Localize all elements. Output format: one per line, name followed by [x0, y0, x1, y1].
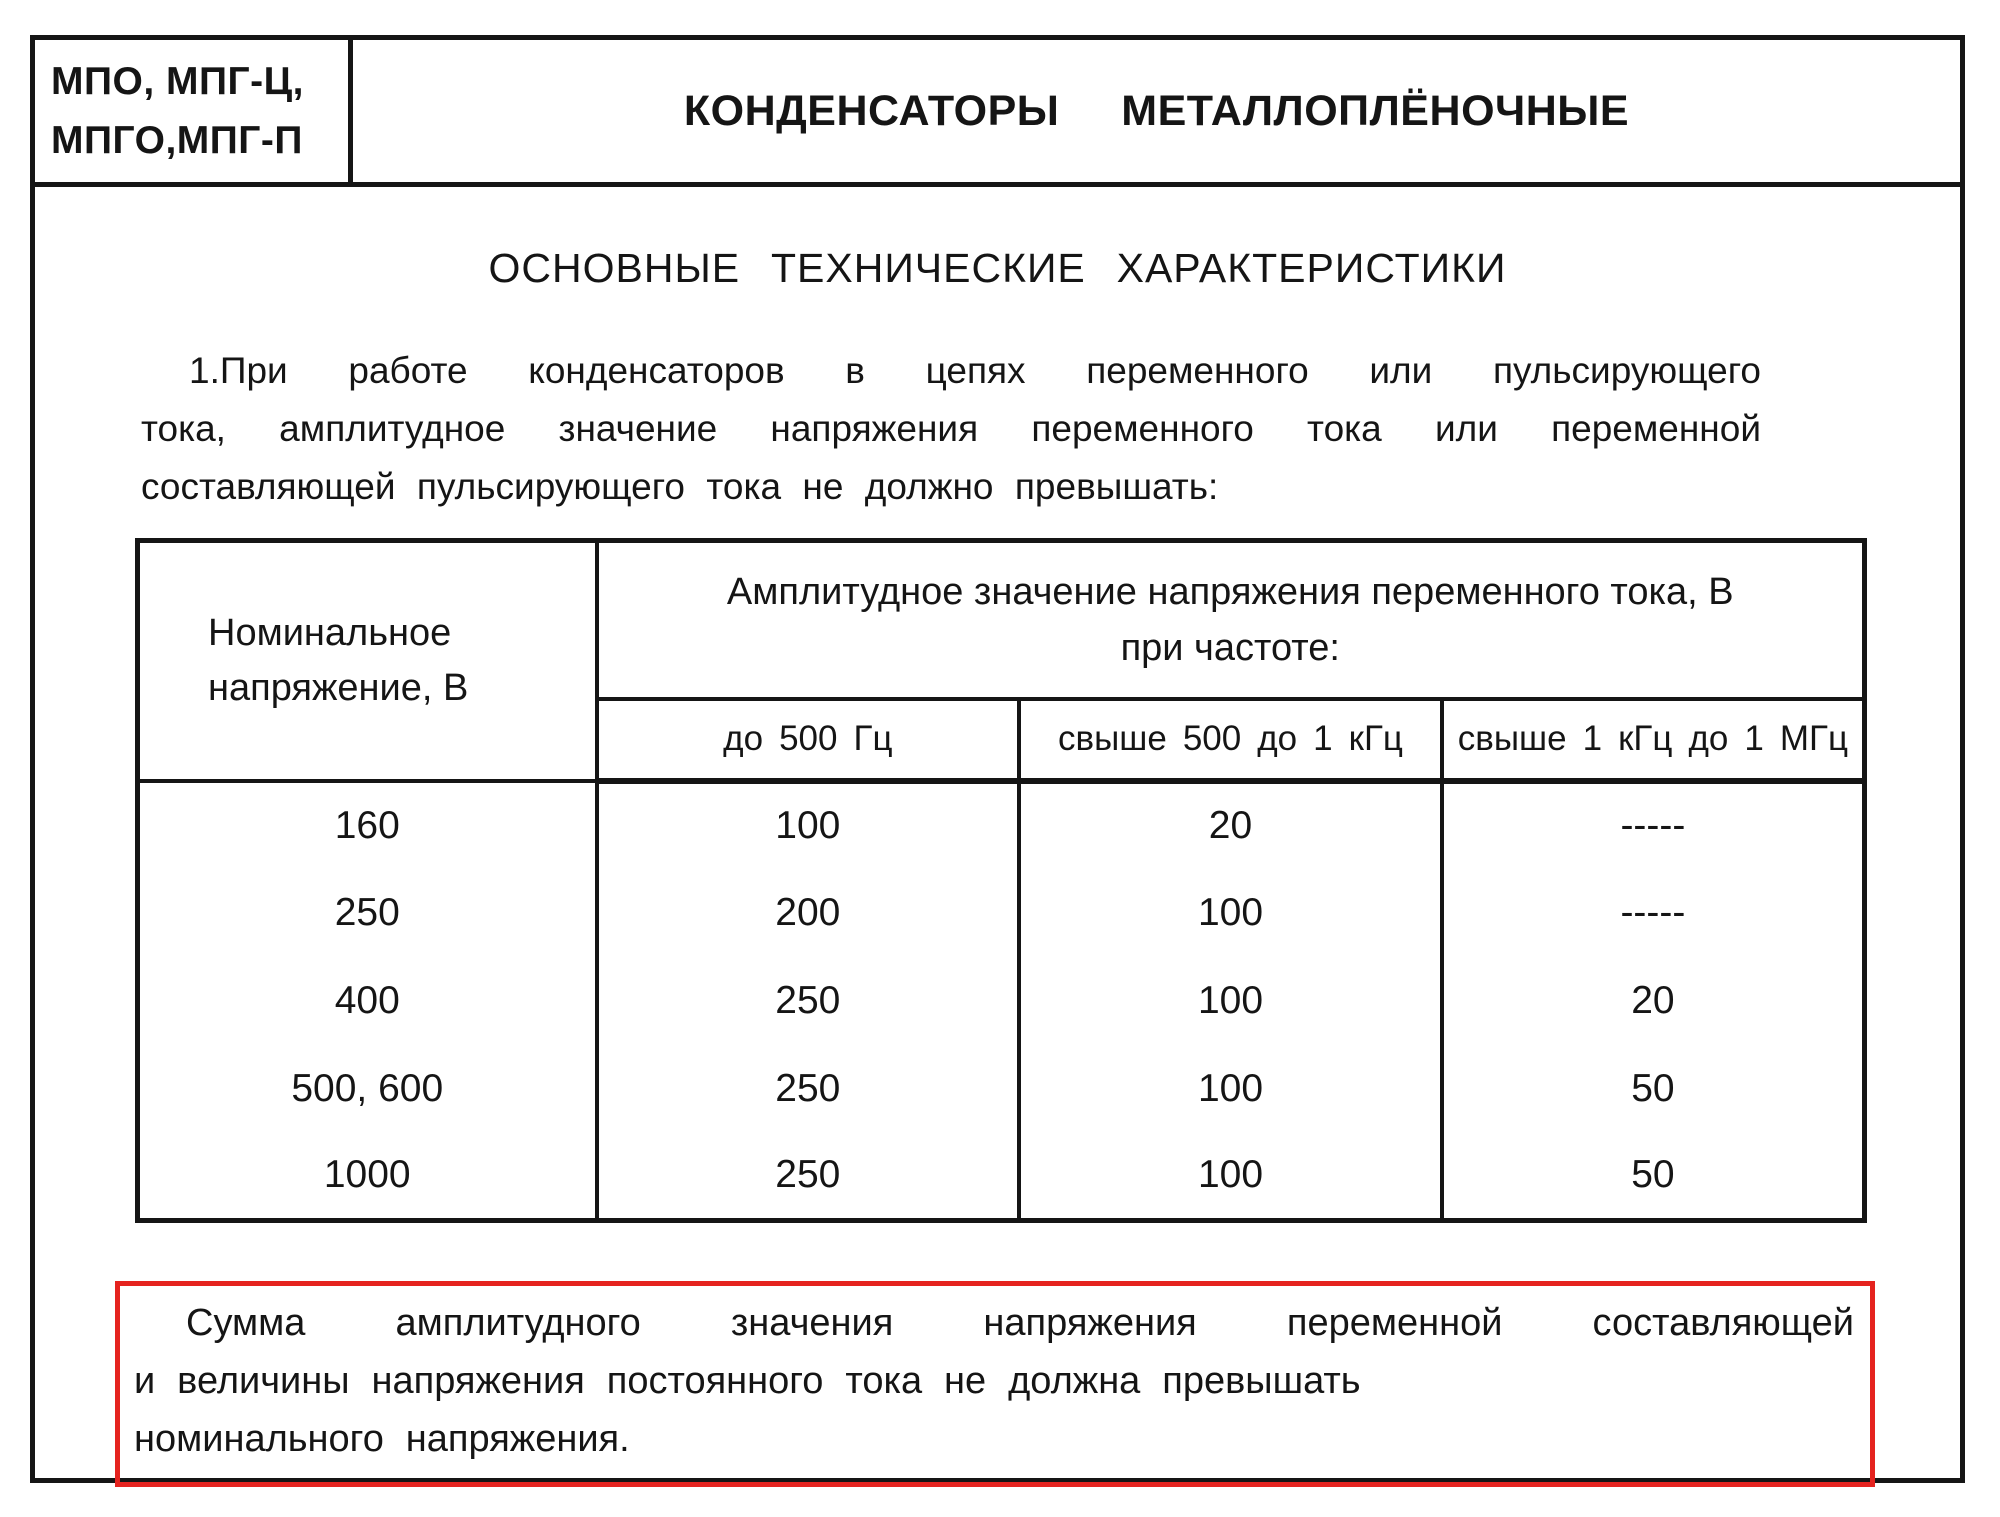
- document-frame: [30, 35, 1965, 1483]
- intro-line: тока, амплитудное значение напряжения переменного тока или переменной: [141, 408, 1761, 449]
- document-title: КОНДЕНСАТОРЫ МЕТАЛЛОПЛЁНОЧНЫЕ: [683, 86, 1630, 135]
- intro-line: 1.При работе конденсаторов в цепях переменного или пульсирующего: [189, 350, 1761, 391]
- table-row: [138, 1045, 1865, 1133]
- cell-upto-500hz: 250: [597, 1133, 1020, 1221]
- nominal-voltage-header-cell: [138, 541, 597, 781]
- nominal-voltage-header-line-1: Номинальное: [208, 611, 452, 654]
- cell-upto-500hz: 250: [597, 957, 1020, 1045]
- cell-500hz-1khz: 20: [1019, 781, 1442, 869]
- cell-upto-500hz: 200: [597, 869, 1020, 957]
- capacitor-type-codes: [35, 40, 353, 182]
- cell-nominal-voltage: 250: [138, 869, 597, 957]
- cell-nominal-voltage: 500, 600: [138, 1045, 597, 1133]
- cell-1khz-1mhz: 50: [1442, 1045, 1865, 1133]
- cell-1khz-1mhz: 20: [1442, 957, 1865, 1045]
- type-codes-line-1: МПО, МПГ-Ц,: [51, 60, 304, 103]
- cell-upto-500hz: 100: [597, 781, 1020, 869]
- cell-nominal-voltage: 160: [138, 781, 597, 869]
- cell-500hz-1khz: 100: [1019, 957, 1442, 1045]
- cell-1khz-1mhz: -----: [1442, 869, 1865, 957]
- cell-1khz-1mhz: 50: [1442, 1133, 1865, 1221]
- header-band: [35, 40, 1960, 187]
- cell-1khz-1mhz: -----: [1442, 781, 1865, 869]
- amplitude-group-header-line-2: при частоте:: [1120, 626, 1340, 669]
- voltage-table-body: [138, 781, 1865, 1221]
- note-line: и величины напряжения постоянного тока не должна превышать: [134, 1360, 1361, 1402]
- table-row: [138, 957, 1865, 1045]
- amplitude-group-header-cell: [597, 541, 1865, 699]
- type-codes-line-2: МПГО,МПГ-П: [51, 119, 303, 162]
- cell-500hz-1khz: 100: [1019, 1133, 1442, 1221]
- table-row: [138, 869, 1865, 957]
- table-row: [138, 1133, 1865, 1221]
- cell-500hz-1khz: 100: [1019, 1045, 1442, 1133]
- nominal-voltage-header-line-2: напряжение, В: [208, 666, 469, 709]
- section-heading: ОСНОВНЫЕ ТЕХНИЧЕСКИЕ ХАРАКТЕРИСТИКИ: [488, 245, 1507, 291]
- voltage-table: [135, 538, 1867, 1223]
- important-note-box: [115, 1281, 1875, 1487]
- note-line: Сумма амплитудного значения напряжения переменной составляющей: [186, 1302, 1854, 1344]
- intro-paragraph: [141, 342, 1761, 516]
- cell-nominal-voltage: 1000: [138, 1133, 597, 1221]
- column-header-500hz-1khz: свыше 500 до 1 кГц: [1019, 699, 1442, 781]
- cell-500hz-1khz: 100: [1019, 869, 1442, 957]
- cell-nominal-voltage: 400: [138, 957, 597, 1045]
- voltage-table-head: [138, 541, 1865, 781]
- title-cell: [353, 40, 1960, 182]
- intro-line: составляющей пульсирующего тока не должно превышать:: [141, 466, 1219, 507]
- note-line: номинального напряжения.: [134, 1418, 630, 1460]
- column-header-1khz-1mhz: свыше 1 кГц до 1 МГц: [1442, 699, 1865, 781]
- table-row-group-header: [138, 541, 1865, 699]
- cell-upto-500hz: 250: [597, 1045, 1020, 1133]
- table-row: [138, 781, 1865, 869]
- amplitude-group-header-line-1: Амплитудное значение напряжения переменного тока, В: [726, 570, 1734, 613]
- column-header-upto-500hz: до 500 Гц: [597, 699, 1020, 781]
